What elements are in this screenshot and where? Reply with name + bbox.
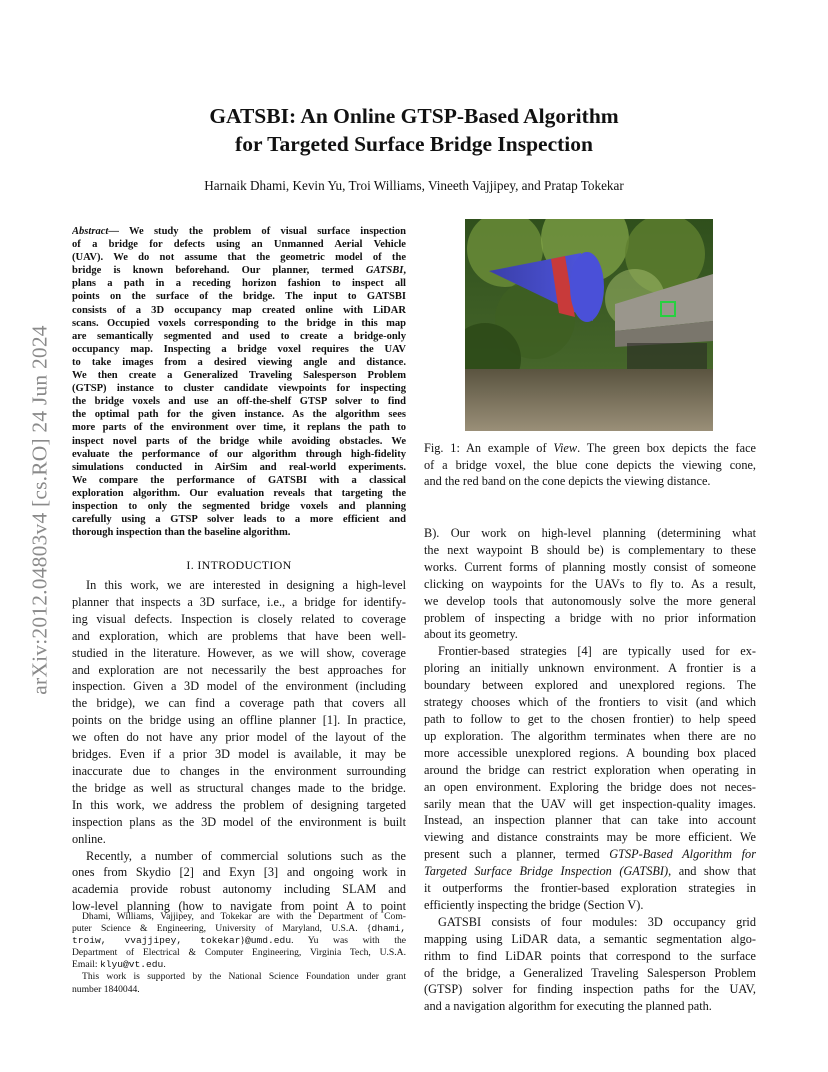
intro-line: points on the bridge using an offline planner [1]. In practice, — [72, 713, 406, 728]
abstract-line: to take images from a desired viewing angle and distance. — [72, 356, 406, 368]
body-line: Instead, an inspection planner that can take into account — [424, 813, 756, 828]
body-line: the next waypoint B should be) is complementary to these — [424, 542, 756, 557]
section-heading-introduction: I. INTRODUCTION — [186, 558, 292, 572]
body-line: boundary between explored and unexplored regions. The — [424, 678, 756, 693]
abstract-line: of a bridge for defects using an Unmanned Aerial Vehicle — [72, 239, 406, 251]
body-line: of the bridge, a Generalized Traveling Salesperson Problem — [424, 965, 756, 980]
footnote-line: puter Science & Engineering, University of Maryland, U.S.A. {dhami, — [72, 923, 406, 935]
caption-line: Fig. 1: An example of View. The green box depicts the face — [424, 441, 756, 455]
footnote-line: Dhami, Williams, Vajjipey, and Tokekar are with the Department of Com- — [82, 911, 406, 922]
intro-line: bridges. Even if a prior 3D model is available, it may be — [72, 747, 406, 762]
body-line: B). Our work on high-level planning (determining what — [424, 526, 756, 540]
footnote — [72, 911, 406, 996]
intro-line: studied in the literature. However, as we will show, coverage — [72, 645, 406, 660]
abstract-line: simulations conducted in AirSim and real-world experiments. — [72, 461, 406, 473]
funding-line: This work is supported by the National Science Foundation under grant — [82, 971, 406, 983]
intro-line: inspection plans as the 3D model of the environment is built — [72, 814, 406, 829]
abstract-line: occupancy map. Inspecting a bridge voxel requires the UAV — [72, 343, 406, 355]
intro-line: and exploration are not necessarily the best approaches for — [72, 662, 406, 677]
intro-line: ing visual defects. Inspection is closely related to coverage — [72, 611, 406, 626]
body-line: Targeted Surface Bridge Inspection (GATSBI), and show that — [424, 864, 756, 879]
body-line: up exploration. The algorithm terminates when there are no — [424, 728, 756, 743]
intro-line: inaccurate due to changes in the environment surrounding — [72, 763, 406, 778]
abstract-line: (UAV). We do not assume that the geometric model of the — [72, 252, 406, 264]
right-column-body — [424, 525, 756, 1015]
abstract-line: inspection to only the segmented bridge voxels and planning — [72, 500, 406, 512]
body-line: about its geometry. — [424, 627, 518, 642]
abstract-line: We then create a Generalized Traveling Salesperson Problem — [72, 370, 406, 382]
figure-bridge-photo — [465, 219, 713, 431]
view-term: View — [553, 441, 578, 455]
bridge-underside — [627, 343, 707, 369]
intro-line: low-level planning (how to navigate from point A to point — [72, 899, 406, 914]
body-line: clicking on waypoints for the UAVs to fly to. As a result, — [424, 576, 756, 591]
body-line: (GTSP) solver for finding inspection paths for the UAV, — [424, 982, 756, 997]
abstract-line: the optimal path for the given instance. As the algorithm sees — [72, 409, 406, 421]
abstract-line: points on the surface of the bridge. The input to GATSBI — [72, 291, 406, 303]
body-line: strategy chooses which of the frontiers to visit (and which — [424, 695, 756, 710]
body-line: Frontier-based strategies [4] are typically used for ex- — [438, 644, 756, 659]
body-line: GATSBI consists of four modules: 3D occupancy grid — [438, 914, 756, 929]
intro-line: online. — [72, 831, 106, 846]
body-line: mapping using LiDAR data, a semantic segmentation algo- — [424, 931, 756, 946]
abstract-line: exploration algorithm. Our evaluation reveals that targeting the — [72, 487, 406, 499]
intro-line: we often do not have any prior model of the layout of the — [72, 730, 406, 745]
abstract-line: scans. Occupied voxels corresponding to the bridge in this map — [72, 317, 406, 329]
arxiv-identifier-text: arXiv:2012.04803v4 [cs.RO] 24 Jun 2024 — [27, 325, 52, 695]
body-line: an open environment. Exploring the bridge does not neces- — [424, 779, 756, 794]
body-line: present such a planner, termed GTSP-Based Algorithm for — [424, 847, 756, 862]
body-line: rithm to find LiDAR points that correspond to the surface — [424, 948, 756, 963]
intro-line: the bridge), we can find a coverage path that covers all — [72, 696, 406, 711]
intro-line: In this work, we are interested in designing a high-level — [86, 578, 406, 592]
abstract-line: are semantically segmented and used to create a bridge-only — [72, 330, 406, 342]
intro-line: Recently, a number of commercial solutions such as the — [86, 848, 406, 863]
abstract-line: (GTSP) instance to cluster candidate viewpoints for inspecting — [72, 383, 406, 395]
body-line: sarily mean that the UAV will get inspection-quality images. — [424, 796, 756, 811]
abstract-line: the bridge voxels and use an off-the-shelf GTSP solver to find — [72, 396, 406, 408]
intro-line: academia provide robust autonomy including SLAM and — [72, 882, 406, 897]
caption-line: of a bridge voxel, the blue cone depicts the viewing cone, — [424, 457, 756, 472]
abstract-line: thorough inspection than the baseline algorithm. — [72, 527, 291, 539]
paper-title — [60, 102, 768, 158]
intro-line: inspection. Given a 3D model of the environment (including — [72, 679, 406, 694]
arxiv-identifier — [22, 290, 58, 730]
river-water — [465, 369, 713, 431]
viewing-cone-base — [570, 252, 604, 322]
introduction-body — [72, 577, 406, 915]
intro-line: In this work, we address the problem of designing targeted — [72, 797, 406, 812]
intro-line: ones from Skydio [2] and Exyn [3] and ongoing work in — [72, 865, 406, 880]
intro-line: and exploration, which are problems that have been well- — [72, 628, 406, 643]
abstract-label: Abstract — [72, 226, 109, 237]
abstract-line: evaluate the performance of our algorithm through high-fidelity — [72, 448, 406, 460]
body-line: problem of inspecting a bridge with no prior information — [424, 610, 756, 625]
body-line: and a navigation algorithm for executing the planned path. — [424, 999, 712, 1014]
bridge-scene-illustration — [465, 219, 713, 431]
abstract-line: consists of a 3D occupancy map created online with LiDAR — [72, 304, 406, 316]
body-line: around the bridge can restrict exploration when operating in — [424, 762, 756, 777]
body-line: it outperforms the frontier-based exploration strategies in — [424, 881, 756, 896]
footnote-line: Email: klyu@vt.edu. — [72, 959, 166, 971]
body-line: we develop tools that autonomously solve the more general — [424, 593, 756, 608]
footnote-line: Department of Electrical & Computer Engineering, Virginia Tech, U.S.A. — [72, 947, 406, 959]
abstract — [72, 225, 406, 539]
abstract-line: carefully using a GTSP solver leads to a more efficient and — [72, 514, 406, 526]
body-line: ploring an initially unknown environment. A frontier is a — [424, 661, 756, 676]
abstract-line: more parts of the environment over time, it replans the path to — [72, 422, 406, 434]
intro-line: the bridge as well as structural changes made to the bridge. — [72, 780, 406, 795]
abstract-line: plans a path in a receding horizon fashion to inspect all — [72, 278, 406, 290]
body-line: more accessible unexplored regions. A bounding box placed — [424, 745, 756, 760]
intro-line: planner that inspects a 3D surface, i.e., a bridge for identify- — [72, 594, 406, 609]
abstract-line: bridge is known beforehand. Our planner, termed GATSBI, — [72, 265, 406, 277]
author-list: Harnaik Dhami, Kevin Yu, Troi Williams, Vineeth Vajjipey, and Pratap Tokekar — [204, 178, 624, 193]
gatsbi-term: GATSBI — [365, 265, 404, 277]
title-line-2: for Targeted Surface Bridge Inspection — [235, 132, 593, 156]
figure-caption — [424, 440, 756, 490]
abstract-line: Abstract— We study the problem of visual surface inspection — [72, 226, 406, 237]
title-line-1: GATSBI: An Online GTSP-Based Algorithm — [209, 104, 619, 128]
abstract-line: inspect novel parts of the bridge while avoiding obstacles. We — [72, 435, 406, 447]
footnote-line: troiw, vvajjipey, tokekar}@umd.edu. Yu was with the — [72, 935, 406, 947]
body-line: path to follow to get to the chosen frontier) to help speed — [424, 711, 756, 726]
caption-line: and the red band on the cone depicts the viewing distance. — [424, 474, 711, 488]
abstract-line: We compare the performance of GATSBI with a classical — [72, 474, 406, 486]
funding-line: number 1840044. — [72, 983, 140, 995]
body-line: efficiently inspecting the bridge (Section V). — [424, 897, 644, 912]
body-line: viewing and distance constraints may be more efficient. We — [424, 830, 756, 845]
body-line: works. Current forms of planning mostly consist of someone — [424, 559, 756, 574]
